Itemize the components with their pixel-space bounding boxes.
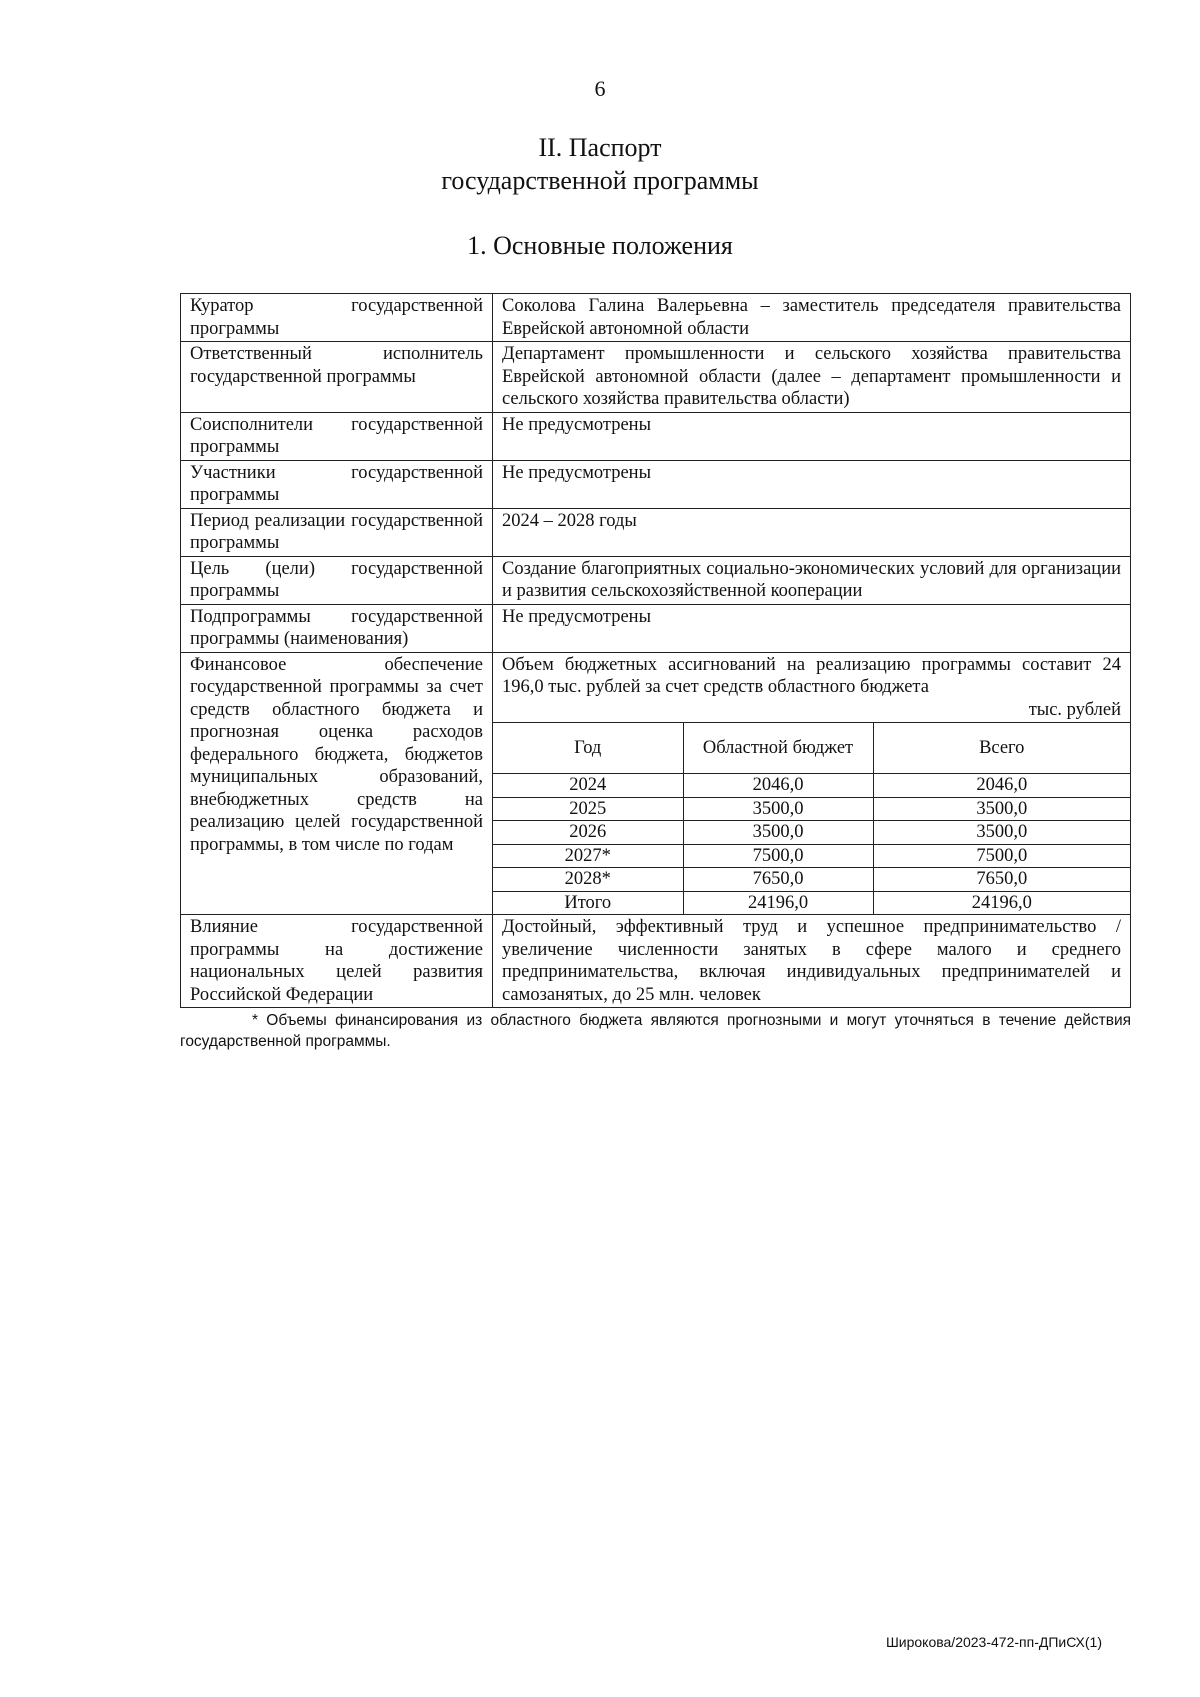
part-subtitle: государственной программы [441,166,759,195]
passport-table [180,293,1131,1008]
row-financing [181,652,1131,915]
financing-row [493,821,1130,845]
financing-row [493,868,1130,892]
section-title: 1. Основные положения [467,231,733,260]
financing-table [493,722,1130,914]
regional-cell: 7500,0 [683,844,873,868]
regional-cell: 3500,0 [683,821,873,845]
year-cell: 2027* [493,844,683,868]
regional-cell: 24196,0 [683,891,873,914]
financing-text: Объем бюджетных ассигнований на реализацию программы составит 24 196,0 тыс. рублей за счет средств областного бюджета [502,654,1121,697]
regional-cell: 3500,0 [683,797,873,821]
total-cell: 7650,0 [873,868,1130,892]
responsible-label: Ответственный исполнитель государственной программы [181,342,493,413]
impact-label: Влияние государственной программы на достижение национальных целей развития Российской Федерации [181,915,493,1008]
period-value: 2024 – 2028 годы [493,508,1131,556]
financing-row [493,774,1130,798]
row-curator [181,294,1131,342]
responsible-value: Департамент промышленности и сельского хозяйства правительства Еврейской автономной области (далее – департамент промышленности и сельского хозяйства правительства области) [493,342,1131,413]
page-number: 6 [594,76,606,101]
curator-value: Соколова Галина Валерьевна – заместитель председателя правительства Еврейской автономной области [493,294,1131,342]
total-cell: 24196,0 [873,891,1130,914]
goal-value: Создание благоприятных социально-экономических условий для организации и развития сельскохозяйственной кооперации [493,556,1131,604]
total-cell: 3500,0 [873,797,1130,821]
document-id: Широкова/2023-472-пп-ДПиСХ(1) [885,1634,1102,1650]
impact-value: Достойный, эффективный труд и успешное предпринимательство / увеличение численности занятых в сфере малого и среднего предпринимательства, включая индивидуальных предпринимателей и самозанятых, до 25 млн. человек [493,915,1131,1008]
total-cell: 7500,0 [873,844,1130,868]
header-year: Год [493,723,683,774]
total-cell: 2046,0 [873,774,1130,798]
row-responsible [181,342,1131,413]
row-goal [181,556,1131,604]
row-coexecutors [181,412,1131,460]
subprograms-label: Подпрограммы государственной программы (наименования) [181,604,493,652]
year-cell: 2026 [493,821,683,845]
subprograms-value: Не предусмотрены [493,604,1131,652]
period-label: Период реализации государственной программы [181,508,493,556]
financing-total-row [493,891,1130,914]
curator-label: Куратор государственной программы [181,294,493,342]
financing-header-row [493,723,1130,774]
row-participants [181,460,1131,508]
header-total: Всего [873,723,1130,774]
row-subprograms [181,604,1131,652]
regional-cell: 7650,0 [683,868,873,892]
financing-row [493,797,1130,821]
header-regional: Областной бюджет [683,723,873,774]
total-cell: 3500,0 [873,821,1130,845]
part-title: II. Паспорт [538,133,662,162]
financing-cell [493,652,1131,915]
goal-label: Цель (цели) государственной программы [181,556,493,604]
financing-row [493,844,1130,868]
regional-cell: 2046,0 [683,774,873,798]
row-impact [181,915,1131,1008]
row-period [181,508,1131,556]
participants-label: Участники государственной программы [181,460,493,508]
financing-label: Финансовое обеспечение государственной программы за счет средств областного бюджета и прогнозная оценка расходов федерального бюджета, бюджетов муниципальных образований, внебюджетных средств на реализацию целей государственной программы, в том числе по годам [181,652,493,915]
coexecutors-label: Соисполнители государственной программы [181,412,493,460]
year-cell: Итого [493,891,683,914]
year-cell: 2024 [493,774,683,798]
coexecutors-value: Не предусмотрены [493,412,1131,460]
footnote: * Объемы финансирования из областного бюджета являются прогнозными и могут уточняться в течение действия государственной программы. [180,1012,1131,1050]
year-cell: 2025 [493,797,683,821]
year-cell: 2028* [493,868,683,892]
financing-unit: тыс. рублей [1028,699,1121,720]
participants-value: Не предусмотрены [493,460,1131,508]
